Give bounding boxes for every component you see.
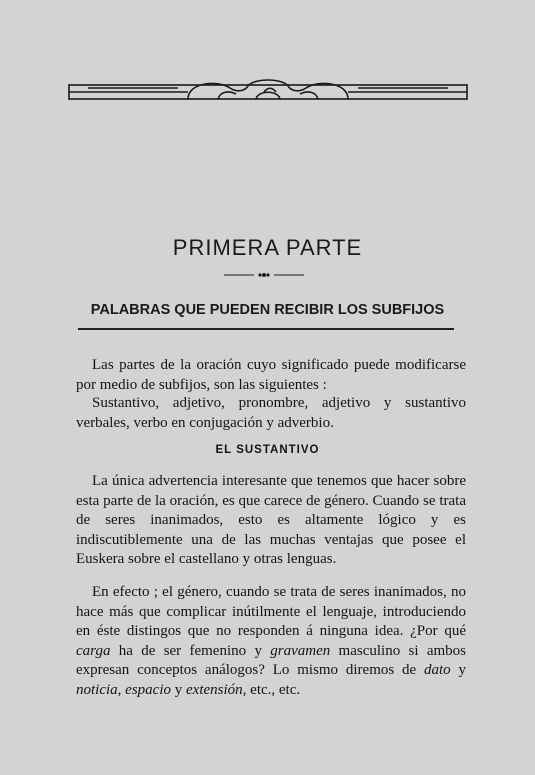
page-title: PRIMERA PARTE bbox=[172, 235, 363, 260]
text-span: En efecto ; el género, cuando se trata de seres inanimados, no hace más que complicar inútilmente el lenguaje, introduciendo en éste distingos que no responden á ninguna idea. ¿Por qué bbox=[76, 584, 466, 639]
text-span: y bbox=[450, 662, 467, 678]
italic-word: extensión bbox=[186, 681, 243, 698]
text-span: y bbox=[171, 681, 186, 698]
text-span: ha de ser femenino y bbox=[110, 642, 271, 659]
text-span: , etc., etc. bbox=[242, 681, 301, 698]
text-span: , bbox=[117, 681, 126, 698]
intro-paragraph: Las partes de la oración cuyo significado puede modificarse por medio de subfijos, son las siguientes : bbox=[76, 357, 466, 393]
italic-word: espacio bbox=[125, 681, 171, 698]
section-heading: PALABRAS QUE PUEDEN RECIBIR LOS SUBFIJOS bbox=[90, 302, 445, 318]
italic-word: dato bbox=[424, 662, 451, 678]
title-divider bbox=[224, 270, 304, 280]
italic-word: gravamen bbox=[270, 642, 331, 659]
italic-word: noticia bbox=[76, 681, 118, 698]
body-paragraph-1: La única advertencia interesante que tenemos que hacer sobre esta parte de la oración, es que carece de género. Cuando se trata de seres inanimados, esto es altamente lógico y es indiscutiblemente una de las muchas ventajas que posee el Euskera sobre el castellano y otras lenguas. bbox=[76, 473, 466, 567]
parts-list-paragraph: Sustantivo, adjetivo, pronombre, adjetivo y sustantivo verbales, verbo en conjugación y adverbio. bbox=[76, 395, 466, 431]
decorative-header-ornament bbox=[68, 76, 468, 106]
text-span: masculino si ambos expresan conceptos análogos? Lo mismo diremos de bbox=[76, 642, 466, 678]
body-paragraph-2 bbox=[76, 583, 466, 700]
heading-underline bbox=[78, 328, 454, 330]
sub-heading: EL SUSTANTIVO bbox=[215, 444, 320, 456]
italic-word: carga bbox=[76, 642, 111, 659]
